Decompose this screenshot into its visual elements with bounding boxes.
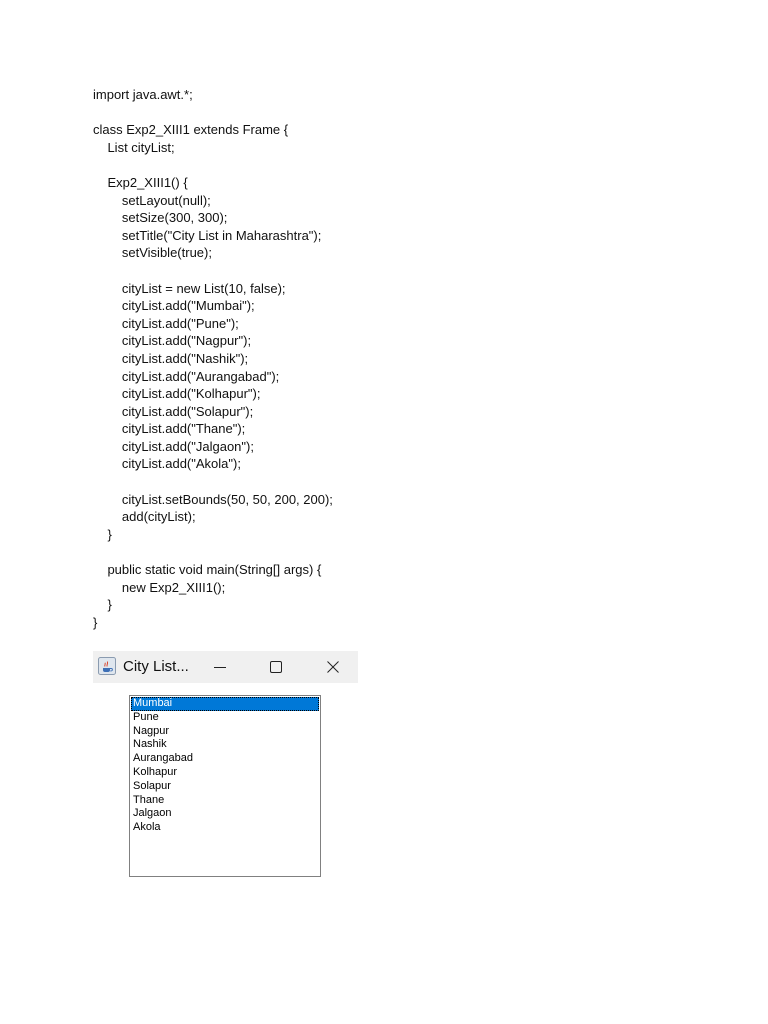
code-line: cityList.add("Akola");	[93, 456, 241, 472]
maximize-icon	[270, 661, 282, 673]
city-list-item[interactable]: Jalgaon	[133, 807, 172, 820]
code-line: setTitle("City List in Maharashtra");	[93, 227, 322, 243]
code-line: cityList.add("Jalgaon");	[93, 438, 254, 454]
code-line: }	[93, 597, 112, 613]
code-line: setSize(300, 300);	[93, 210, 228, 226]
code-line: cityList.add("Pune");	[93, 315, 239, 331]
code-line: new Exp2_XIII1();	[93, 579, 226, 595]
city-list-item[interactable]: Akola	[133, 821, 161, 834]
code-line: }	[93, 614, 98, 630]
code-line: Exp2_XIII1() {	[93, 174, 188, 190]
code-line: class Exp2_XIII1 extends Frame {	[93, 122, 289, 138]
code-line	[93, 262, 333, 280]
city-list-item[interactable]: Kolhapur	[133, 765, 178, 778]
code-line: cityList.add("Thane");	[93, 421, 246, 437]
code-line: cityList = new List(10, false);	[93, 280, 286, 296]
java-coffee-cup-icon	[98, 657, 116, 675]
city-list-item[interactable]: Mumbai	[131, 697, 319, 711]
code-line: cityList.add("Kolhapur");	[93, 386, 261, 402]
minimize-icon	[214, 661, 226, 673]
code-line: cityList.add("Nagpur");	[93, 333, 252, 349]
city-list-box[interactable]	[129, 695, 321, 877]
code-line	[93, 543, 333, 561]
code-line: cityList.add("Solapur");	[93, 403, 254, 419]
close-icon	[327, 661, 339, 673]
city-list-item[interactable]: Nagpur	[133, 724, 170, 737]
code-line	[93, 104, 333, 122]
city-list-item[interactable]: Pune	[133, 710, 159, 723]
code-line: cityList.setBounds(50, 50, 200, 200);	[93, 491, 333, 507]
close-button[interactable]	[310, 651, 356, 683]
minimize-button[interactable]	[197, 651, 243, 683]
code-line: add(cityList);	[93, 509, 196, 525]
window-titlebar[interactable]	[93, 651, 358, 683]
code-line: }	[93, 526, 112, 542]
code-line: import java.awt.*;	[93, 87, 193, 102]
window-title: City List...	[123, 658, 189, 675]
code-line	[93, 473, 333, 491]
code-line: cityList.add("Aurangabad");	[93, 368, 280, 384]
city-list-item[interactable]: Thane	[133, 793, 165, 806]
city-list-item[interactable]: Aurangabad	[133, 752, 193, 765]
source-code-block	[93, 86, 333, 631]
city-list-item[interactable]: Nashik	[133, 738, 167, 751]
code-line: List cityList;	[93, 139, 175, 155]
code-line: cityList.add("Mumbai");	[93, 298, 255, 314]
code-line	[93, 156, 333, 174]
code-line: public static void main(String[] args) {	[93, 562, 322, 578]
city-list-item[interactable]: Solapur	[133, 779, 171, 792]
code-line: cityList.add("Nashik");	[93, 350, 249, 366]
code-line: setLayout(null);	[93, 192, 211, 208]
maximize-button[interactable]	[253, 651, 299, 683]
code-line: setVisible(true);	[93, 245, 212, 261]
